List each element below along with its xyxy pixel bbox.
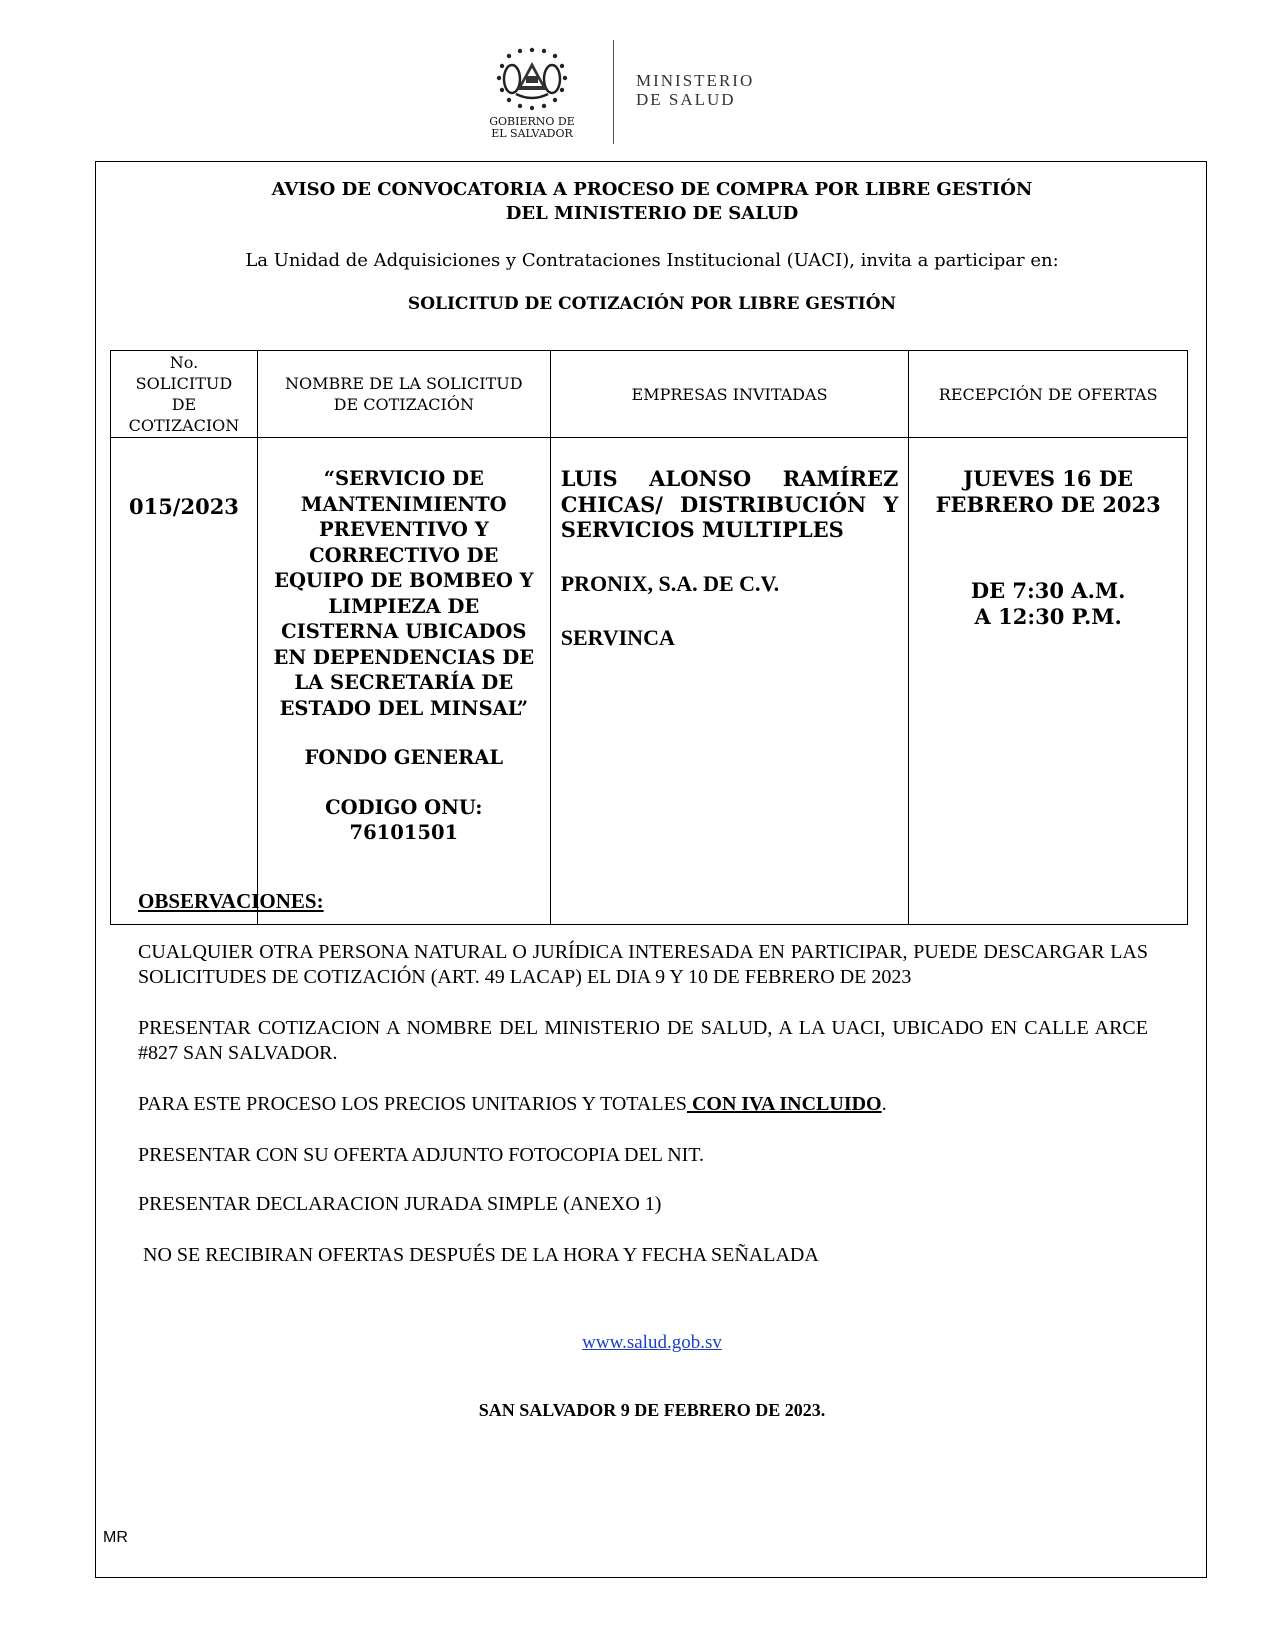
ministry-line-1: MINISTERIO — [636, 71, 755, 90]
observation-1: CUALQUIER OTRA PERSONA NATURAL O JURÍDICA INTERESADA EN PARTICIPAR, PUEDE DESCARGAR LAS SOLICITUDES DE COTIZACIÓN (ART. 49 LACAP) EL DIA 9 Y 10 DE FEBRERO DE 2023 — [138, 941, 1148, 988]
observation-3 — [138, 1092, 1148, 1117]
reception-time-line-1: DE 7:30 A.M. — [970, 578, 1126, 603]
request-name-line: LA SECRETARÍA DE — [294, 671, 514, 694]
table-header-row — [111, 351, 1188, 438]
header-line: No. — [169, 353, 199, 372]
header-request-number — [111, 351, 258, 438]
notice-title — [96, 178, 1208, 226]
observation-2: PRESENTAR COTIZACION A NOMBRE DEL MINISTERIO DE SALUD, A LA UACI, UBICADO EN CALLE ARCE #827 SAN SALVADOR. — [138, 1017, 1148, 1064]
request-name-line: “SERVICIO DE — [323, 467, 484, 490]
header-line: SOLICITUD — [135, 374, 233, 393]
header-offer-reception: RECEPCIÓN DE OFERTAS — [909, 351, 1188, 438]
reception-date-line-2: FEBRERO DE 2023 — [935, 492, 1161, 517]
government-line-2: EL SALVADOR — [491, 127, 573, 140]
request-name-line: EN DEPENDENCIAS DE — [273, 645, 535, 669]
observation-3-text: PARA ESTE PROCESO LOS PRECIOS UNITARIOS Y TOTALES — [138, 1093, 687, 1115]
reception-date-line-1: JUEVES 16 DE — [963, 466, 1134, 491]
notice-title-line-1: AVISO DE CONVOCATORIA A PROCESO DE COMPRA POR LIBRE GESTIÓN — [271, 179, 1033, 200]
vat-included-emphasis: CON IVA INCLUIDO — [686, 1093, 882, 1115]
ministry-name — [636, 71, 754, 109]
signoff-date: SAN SALVADOR 9 DE FEBRERO DE 2023. — [478, 1400, 826, 1420]
header-line: DE COTIZACIÓN — [333, 395, 474, 414]
request-name-line: ESTADO DEL MINSAL” — [279, 696, 529, 720]
header-line: COTIZACION — [128, 416, 240, 435]
fund-source: FONDO GENERAL — [304, 746, 504, 769]
observation-6: NO SE RECIBIRAN OFERTAS DESPUÉS DE LA HORA Y FECHA SEÑALADA — [138, 1244, 819, 1266]
un-code-value: 76101501 — [349, 821, 459, 844]
notice-title-line-2: DEL MINISTERIO DE SALUD — [505, 203, 799, 224]
un-code-label: CODIGO ONU: — [325, 795, 483, 819]
reception-time-line-2: A 12:30 P.M. — [974, 604, 1122, 629]
company-2: PRONIX, S.A. DE C.V. — [560, 570, 780, 596]
header-invited-companies: EMPRESAS INVITADAS — [550, 351, 909, 438]
government-line-1: GOBIERNO DE — [489, 115, 575, 128]
header-request-name — [257, 351, 550, 438]
observations-section — [138, 888, 1148, 1268]
table-row — [111, 438, 1188, 925]
government-name — [470, 116, 594, 140]
ministry-line-2: DE SALUD — [636, 90, 736, 109]
observation-5: PRESENTAR DECLARACION JURADA SIMPLE (ANEXO 1) — [138, 1193, 662, 1215]
quotation-table — [110, 350, 1188, 925]
observations-title: OBSERVACIONES: — [138, 889, 324, 913]
notice-intro: La Unidad de Adquisiciones y Contrataciones Institucional (UACI), invita a participar en: — [245, 250, 1059, 271]
company-1: LUIS ALONSO RAMÍREZ CHICAS/ DISTRIBUCIÓN Y SERVICIOS MULTIPLES — [560, 466, 899, 542]
invited-companies — [550, 438, 909, 925]
offer-reception — [909, 438, 1188, 925]
observation-4: PRESENTAR CON SU OFERTA ADJUNTO FOTOCOPIA DEL NIT. — [138, 1144, 705, 1166]
request-name-line: CISTERNA UBICADOS — [281, 620, 527, 643]
notice-frame — [95, 161, 1207, 1578]
government-logo — [470, 40, 800, 146]
observation-3-end: . — [881, 1093, 887, 1115]
request-name-line: EQUIPO DE BOMBEO Y — [274, 569, 534, 592]
request-number: 015/2023 — [111, 438, 258, 925]
website-link[interactable]: www.salud.gob.sv — [582, 1332, 722, 1353]
request-name-line: MANTENIMIENTO — [300, 492, 507, 516]
request-name-line: CORRECTIVO DE — [309, 543, 499, 567]
notice-subtitle: SOLICITUD DE COTIZACIÓN POR LIBRE GESTIÓN — [407, 294, 897, 314]
company-3: SERVINCA — [560, 624, 675, 650]
request-name-line: PREVENTIVO Y — [318, 518, 489, 541]
logo-divider — [613, 40, 614, 144]
author-initials: MR — [103, 1529, 128, 1546]
header-line: DE — [171, 395, 197, 414]
header-line: NOMBRE DE LA SOLICITUD — [285, 374, 523, 393]
coat-of-arms-icon — [480, 44, 584, 118]
request-name-line: LIMPIEZA DE — [328, 594, 480, 618]
request-name — [257, 438, 550, 925]
